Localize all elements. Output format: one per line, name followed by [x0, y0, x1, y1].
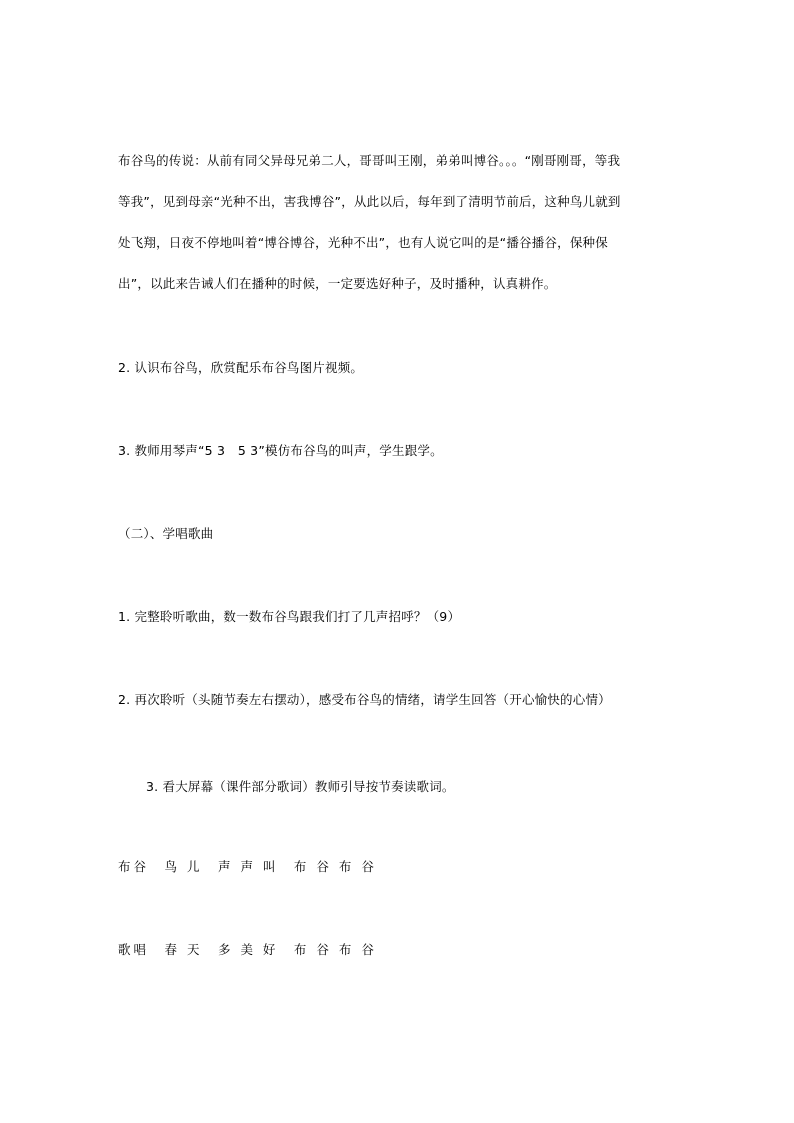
- legend-line-3: 处飞翔，日夜不停地叫着“博谷博谷，光种不出”，也有人说它叫的是“播谷播谷，保种保: [118, 235, 608, 250]
- step-1-text: 1. 完整聆听歌曲，数一数布谷鸟跟我们打了几声招呼？（9）: [118, 609, 461, 624]
- item-3-text: 3. 教师用琴声“5 3 5 3”模仿布谷鸟的叫声，学生跟学。: [118, 443, 443, 458]
- legend-line-1: 布谷鸟的传说：从前有同父异母兄弟二人，哥哥叫王刚，弟弟叫博谷。。。“刚哥刚哥，等我: [118, 153, 621, 168]
- step-3-text: 3. 看大屏幕（课件部分歌词）教师引导按节奏读歌词。: [146, 779, 455, 794]
- lyrics-line-1: 布谷 鸟 儿 声 声 叫 布 谷 布 谷: [118, 859, 377, 874]
- step-2-text: 2. 再次聆听（头随节奏左右摆动），感受布谷鸟的情绪，请学生回答（开心愉快的心情）: [118, 692, 611, 707]
- lyrics-line-2: 歌唱 春 天 多 美 好 布 谷 布 谷: [118, 942, 377, 957]
- item-2-text: 2. 认识布谷鸟，欣赏配乐布谷鸟图片视频。: [118, 360, 364, 375]
- legend-line-2: 等我”，见到母亲“光种不出，害我博谷”，从此以后，每年到了清明节前后，这种鸟儿就到: [118, 194, 621, 209]
- legend-line-4: 出”，以此来告诫人们在播种的时候，一定要选好种子，及时播种，认真耕作。: [118, 276, 557, 291]
- section-heading: （二）、学唱歌曲: [118, 526, 214, 541]
